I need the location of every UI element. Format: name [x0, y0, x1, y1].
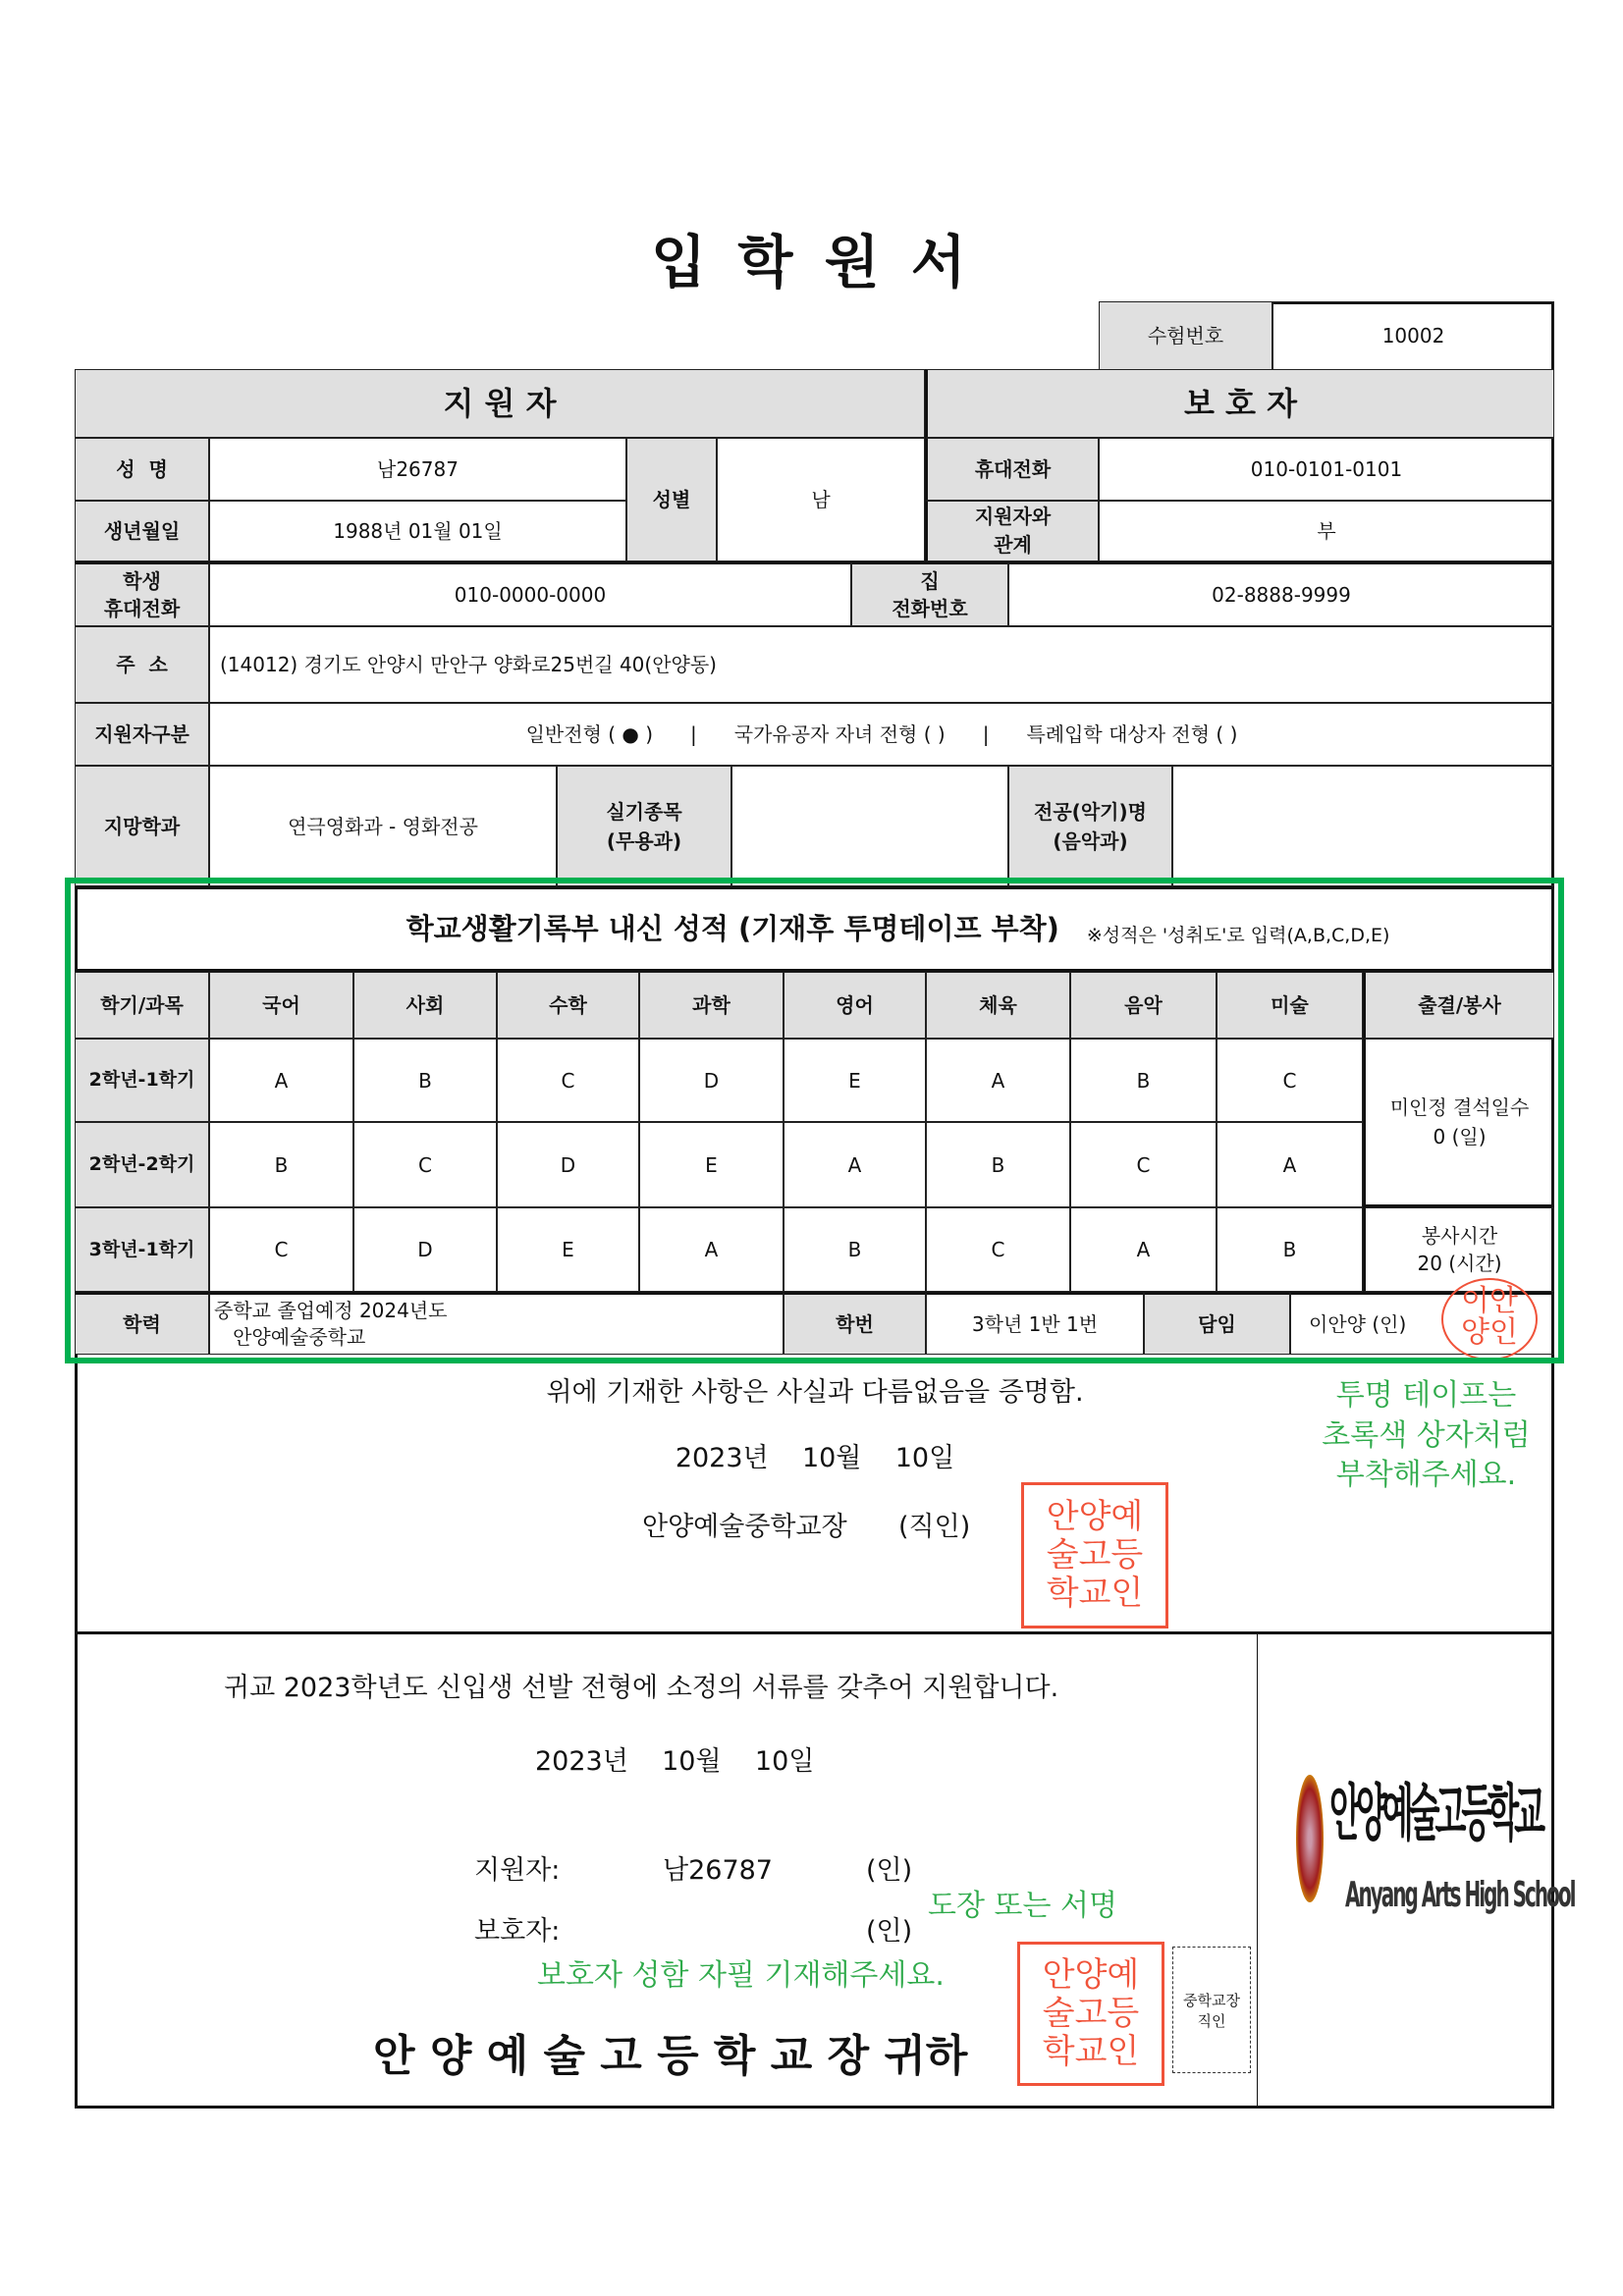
- certify-text: 위에 기재한 사항은 사실과 다름없음을 증명함.: [546, 1377, 1084, 1408]
- applicant-header: 지 원 자: [75, 369, 925, 438]
- grade-cell: A: [209, 1039, 353, 1122]
- middle-school-seal-box: 중학교장 직인: [1172, 1947, 1251, 2073]
- high-school-stamp: 안양예 술고등 학교인: [1017, 1942, 1164, 2086]
- grade-header-cell: 출결/봉사: [1363, 972, 1554, 1039]
- apply-divider-vertical: [1257, 1631, 1258, 2109]
- relation-value: 부: [1099, 501, 1554, 561]
- grade-cell: B: [1070, 1039, 1217, 1122]
- guardian-seal-field[interactable]: (인): [866, 1916, 913, 1947]
- middle-school-stamp: 안양예 술고등 학교인: [1021, 1482, 1168, 1629]
- applicant-sign-label: 지원자:: [474, 1855, 561, 1886]
- class-label: 학번: [784, 1292, 926, 1355]
- name-value: 남26787: [209, 438, 626, 501]
- gender-value: 남: [717, 438, 925, 561]
- grade-cell: C: [1217, 1039, 1363, 1122]
- school-logo: [1296, 1745, 1575, 1947]
- addressee: 안 양 예 술 고 등 학 교 장 귀하: [373, 2031, 968, 2081]
- grade-cell: A: [784, 1122, 926, 1207]
- grade-cell: A: [1070, 1207, 1217, 1292]
- certify-date: 2023년 10월 10일: [675, 1443, 955, 1473]
- document-title: 입 학 원 서: [651, 229, 972, 295]
- student-phone-label: 학생 휴대전화: [75, 561, 209, 626]
- grade-header-cell: 과학: [639, 972, 784, 1039]
- major-label: 전공(악기)명 (음악과): [1008, 766, 1172, 886]
- grade-cell: B: [784, 1207, 926, 1292]
- logo-korean: 안양예술고등학교: [1329, 1776, 1542, 1849]
- grade-cell: A: [926, 1039, 1070, 1122]
- type-divider: |: [982, 722, 990, 746]
- grade-header-cell: 사회: [353, 972, 497, 1039]
- birth-label: 생년월일: [75, 501, 209, 561]
- guardian-phone-label: 휴대전화: [925, 438, 1099, 501]
- grade-header-cell: 미술: [1217, 972, 1363, 1039]
- service-cell: 봉사시간 20 (시간): [1363, 1207, 1554, 1292]
- student-phone-value: 010-0000-0000: [209, 561, 851, 626]
- principal-name: 안양예술중학교장: [642, 1512, 847, 1542]
- grade-header-cell: 수학: [497, 972, 639, 1039]
- school-emblem-icon: [1296, 1775, 1324, 1902]
- grade-cell: D: [497, 1122, 639, 1207]
- logo-english: Anyang Arts High School: [1345, 1873, 1575, 1916]
- grade-cell: E: [639, 1122, 784, 1207]
- grades-note: ※성적은 '성취도'로 입력(A,B,C,D,E): [1086, 925, 1390, 947]
- grade-cell: C: [209, 1207, 353, 1292]
- type-divider: |: [690, 722, 697, 746]
- grade-cell: B: [353, 1039, 497, 1122]
- grade-cell: A: [639, 1207, 784, 1292]
- grade-cell: C: [497, 1039, 639, 1122]
- edu-label: 학력: [75, 1292, 209, 1355]
- grade-term-label: 3학년-1학기: [75, 1207, 209, 1292]
- tape-note: 투명 테이프는 초록색 상자처럼 부착해주세요.: [1322, 1378, 1531, 1492]
- applicant-type-options: [209, 703, 1554, 766]
- applicant-sign-name: 남26787: [663, 1855, 773, 1886]
- grade-header-cell: 음악: [1070, 972, 1217, 1039]
- grade-header-cell: 체육: [926, 972, 1070, 1039]
- address-label: 주 소: [75, 626, 209, 703]
- grade-term-label: 2학년-2학기: [75, 1122, 209, 1207]
- guardian-sign-label: 보호자:: [474, 1916, 561, 1947]
- apply-divider-top: [75, 1631, 1554, 1634]
- dept-label: 지망학과: [75, 766, 209, 886]
- principal-seal-mark: (직인): [898, 1512, 971, 1542]
- teacher-value: 이안양 (인): [1290, 1292, 1554, 1355]
- grade-header-cell: 국어: [209, 972, 353, 1039]
- apply-date: 2023년 10월 10일: [535, 1746, 815, 1777]
- address-value: (14012) 경기도 안양시 만안구 양화로25번길 40(안양동): [209, 626, 1554, 703]
- major-value: [1172, 766, 1554, 886]
- exam-number-value: 10002: [1272, 301, 1554, 370]
- grade-header-cell: 영어: [784, 972, 926, 1039]
- practical-label: 실기종목 (무용과): [557, 766, 731, 886]
- class-value: 3학년 1반 1번: [926, 1292, 1144, 1355]
- absence-cell: 미인정 결석일수 0 (일): [1363, 1039, 1554, 1207]
- edu-value: 중학교 졸업예정 2024년도 안양예술중학교: [209, 1292, 784, 1355]
- gender-label: 성별: [626, 438, 717, 561]
- grade-cell: A: [1217, 1122, 1363, 1207]
- tape-guide-box: [65, 878, 1564, 1363]
- sign-note: 도장 또는 서명: [928, 1889, 1117, 1923]
- name-label: 성 명: [75, 438, 209, 501]
- applicant-seal-field[interactable]: (인): [866, 1855, 913, 1886]
- applicant-type-label: 지원자구분: [75, 703, 209, 766]
- type-special[interactable]: 특례입학 대상자 전형 ( ): [1026, 722, 1238, 746]
- relation-label: 지원자와 관계: [925, 501, 1099, 561]
- teacher-stamp: 이안 양인: [1441, 1278, 1538, 1361]
- birth-value: 1988년 01월 01일: [209, 501, 626, 561]
- grade-cell: C: [1070, 1122, 1217, 1207]
- guardian-note: 보호자 성함 자필 기재해주세요.: [537, 1958, 945, 1993]
- grade-cell: B: [926, 1122, 1070, 1207]
- grade-header-cell: 학기/과목: [75, 972, 209, 1039]
- grade-cell: D: [639, 1039, 784, 1122]
- practical-value: [731, 766, 1008, 886]
- teacher-label: 담임: [1144, 1292, 1290, 1355]
- type-general[interactable]: 일반전형 ( ● ): [525, 722, 654, 746]
- grade-cell: E: [784, 1039, 926, 1122]
- type-veteran[interactable]: 국가유공자 자녀 전형 ( ): [733, 722, 946, 746]
- apply-text: 귀교 2023학년도 신입생 선발 전형에 소정의 서류를 갖추어 지원합니다.: [224, 1673, 1059, 1703]
- grade-cell: C: [926, 1207, 1070, 1292]
- exam-number-label: 수험번호: [1099, 301, 1272, 370]
- grades-title: 학교생활기록부 내신 성적 (기재후 투명테이프 부착): [406, 911, 1059, 945]
- grade-cell: C: [353, 1122, 497, 1207]
- grade-cell: B: [209, 1122, 353, 1207]
- grade-cell: B: [1217, 1207, 1363, 1292]
- dept-value: 연극영화과 - 영화전공: [209, 766, 557, 886]
- home-phone-label: 집 전화번호: [851, 561, 1008, 626]
- grade-cell: D: [353, 1207, 497, 1292]
- home-phone-value: 02-8888-9999: [1008, 561, 1554, 626]
- guardian-header: 보 호 자: [925, 369, 1554, 438]
- guardian-phone-value: 010-0101-0101: [1099, 438, 1554, 501]
- grade-term-label: 2학년-1학기: [75, 1039, 209, 1122]
- grade-cell: E: [497, 1207, 639, 1292]
